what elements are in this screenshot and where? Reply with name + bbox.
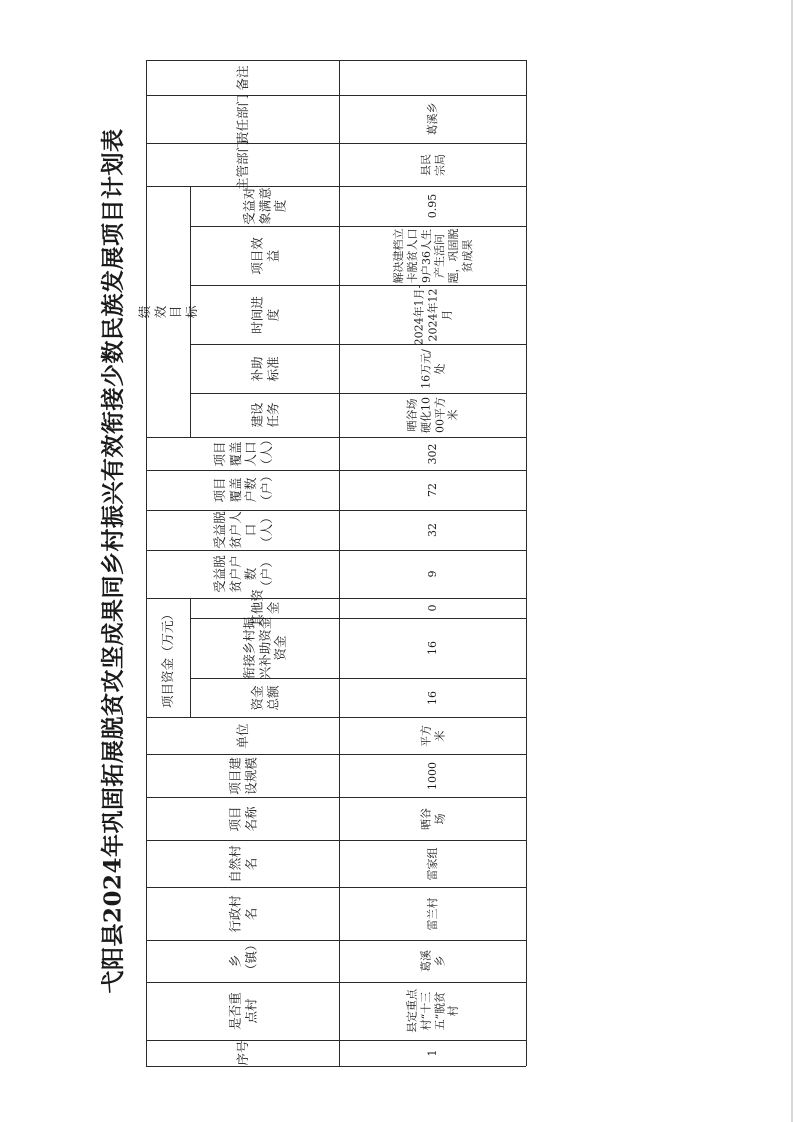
- cell-key-village: 县定重点村“十三五”脱贫村: [405, 989, 460, 1033]
- cell-build-scale: 1000: [425, 761, 439, 790]
- header-seq: 序号: [234, 1040, 250, 1066]
- cell-funds-subsidy: 16: [425, 641, 439, 655]
- header-competent-dept: 主管部门: [234, 139, 250, 190]
- cell-benefit-households: 9: [425, 570, 439, 578]
- header-funds-subsidy: 衔接乡村振兴补助资金资金: [241, 616, 288, 680]
- header-funds-other: 其他资金: [248, 589, 280, 627]
- cell-remarks: [339, 60, 526, 95]
- header-funds-total: 资金总额: [248, 685, 280, 711]
- header-build-scale: 项目建设规模: [226, 756, 258, 795]
- header-natural-village: 自然村名: [226, 844, 258, 883]
- cell-funds-total: 16: [425, 690, 439, 705]
- header-satisfaction: 受益对象满意度: [241, 187, 288, 225]
- cell-competent-dept: 县民宗局: [418, 153, 446, 176]
- cell-seq: 1: [425, 1049, 439, 1057]
- cell-subsidy-standard: 16万元/处: [418, 348, 446, 389]
- cell-cover-households: 72: [425, 483, 439, 497]
- cell-benefit-people: 32: [425, 523, 439, 537]
- cell-unit: 平方米: [418, 724, 446, 747]
- header-township: 乡（镇）: [226, 938, 258, 976]
- cell-natural-village: 雷家组: [425, 847, 439, 880]
- cell-responsible-dept: 葛溪乡: [425, 102, 439, 136]
- header-project-name: 项目名称: [226, 806, 258, 832]
- header-benefit-households: 受益脱贫户户数（户）: [211, 555, 274, 593]
- page-title: 弋阳县2024年巩固拓展脱贫攻坚成果同乡村振兴有效衔接少数民族发展项目计划表: [99, 128, 127, 994]
- header-cover-people: 项目覆盖人口（人）: [211, 432, 274, 471]
- cell-satisfaction: 0.95: [425, 193, 439, 219]
- header-unit: 单位: [234, 722, 250, 749]
- header-key-village: 是否重点村: [226, 992, 258, 1030]
- cell-admin-village: 雷兰村: [425, 897, 439, 930]
- header-construction-task: 建设任务: [248, 402, 280, 428]
- cell-cover-people: 302: [425, 443, 439, 464]
- header-funds-group: 项目资金（万元）: [160, 607, 176, 708]
- cell-schedule: 2024年1月-2024年12月: [411, 284, 453, 345]
- header-admin-village: 行政村名: [226, 894, 258, 933]
- header-schedule: 时间进度: [248, 295, 280, 334]
- header-responsible-dept: 责任部门: [234, 93, 250, 145]
- header-remarks: 备注: [234, 64, 250, 91]
- cell-project-name: 晒谷场: [418, 807, 446, 830]
- header-benefit: 项目效益: [248, 236, 280, 275]
- header-benefit-people: 受益脱贫户人口（人）: [211, 511, 274, 549]
- cell-funds-other: 0: [425, 604, 439, 612]
- cell-township: 葛溪乡: [418, 950, 446, 972]
- header-cover-households: 项目覆盖户数（户）: [211, 469, 274, 507]
- header-subsidy-standard: 补助标准: [248, 356, 280, 382]
- cell-construction-task: 晒谷场硬化1000平方米: [405, 397, 460, 433]
- cell-benefit: 解决建档立卡脱贫人口9户36人生产生活问题，巩固脱贫成果: [391, 228, 473, 283]
- header-performance-group: 绩效目标: [136, 305, 199, 318]
